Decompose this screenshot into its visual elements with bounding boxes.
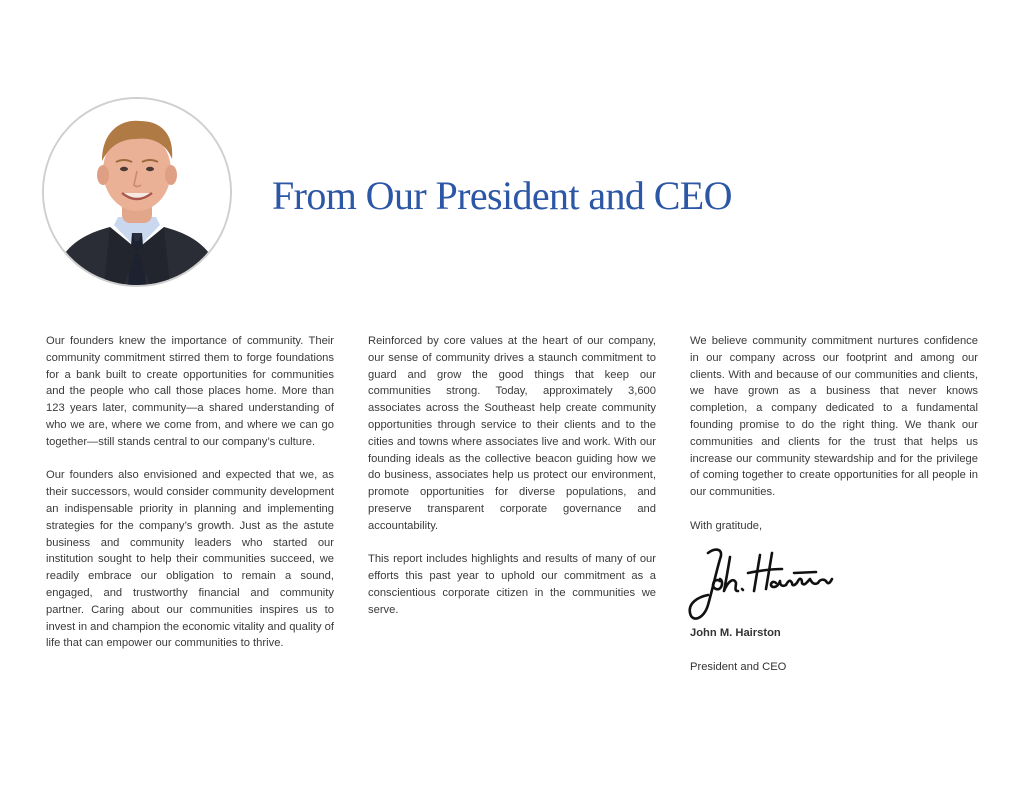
paragraph: We believe community commitment nurtures confidence in our company across our footprint and among our clients. With and because of our communities and clients, we have grown as a business that never knows completion, a company dedicated to a fundamental founding promise to do the right thing. We thank our communities and clients for the trust that helps us increase our community stewardship and for the privilege of coming together to create opportunities for all people in our communities. (690, 335, 978, 499)
letter-column-1 (46, 333, 334, 669)
closing-salutation: With gratitude, (690, 519, 763, 532)
signer-title: President and CEO (690, 660, 787, 673)
paragraph: Our founders also envisioned and expected that we, as their successors, would consider community development an indispensable priority in planning and implementing strategies for the company’s growth. Just as the astute business and community leaders who started our institution sought to help their communities succeed, we readily embrace our obligation to remain a sound, engaged, and trustworthy financial and community partner. Caring about our communities inspires us to invest in and champion the economic vitality and quality of life that can empower our communities to thrive. (46, 469, 334, 650)
paragraph: This report includes highlights and results of many of our efforts this past year to uphold our commitment as a conscientious corporate citizen in the communities we serve. (368, 553, 656, 616)
paragraph: Reinforced by core values at the heart of our company, our sense of community drives a staunch commitment to guard and grow the good things that keep our communities strong. Today, approximately 3,600 associates across the Southeast help create community opportunities through service to their clients and to the cities and towns where associates live and work. With our founding ideals as the collective beacon guiding how we do business, associates help us protect our environment, promote opportunities for diverse populations, and preserve transparent corporate governance and accountability. (368, 335, 656, 532)
letter-column-2 (368, 333, 656, 635)
ceo-photo (44, 99, 230, 285)
ceo-portrait (42, 97, 232, 287)
paragraph: Our founders knew the importance of community. Their community commitment stirred them to forge foundations for a bank built to create opportunities for communities and the people who call those places home. More than 123 years later, community—a shared understanding of who we are, where we come from, and where we can go together—still stands central to our company’s culture. (46, 335, 334, 448)
handwritten-signature (686, 543, 836, 625)
letter-column-3 (690, 333, 978, 693)
page-title: From Our President and CEO (272, 173, 732, 218)
signer-name: John M. Hairston (690, 627, 781, 640)
